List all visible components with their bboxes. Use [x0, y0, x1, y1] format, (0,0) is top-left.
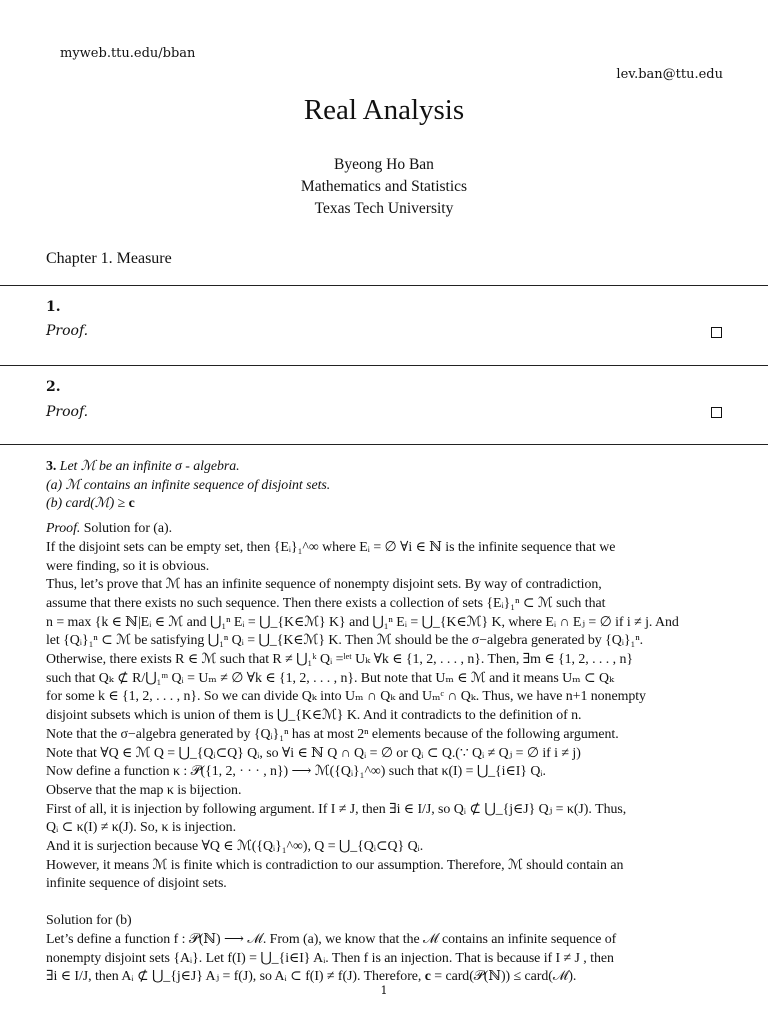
header-email[interactable]: lev.ban@ttu.edu [616, 67, 723, 82]
problem-3-statement-line-2: (a) ℳ contains an infinite sequence of disjoint sets. [46, 477, 331, 493]
problem-3-proof-label: Proof. [46, 521, 81, 537]
author-name: Byeong Ho Ban [334, 156, 434, 173]
proof-line: Now define a function κ : 𝒫({1, 2, · · · , n}) ⟶ ℳ({Qᵢ}₁^∞) such that κ(I) = ⋃_{i∈I} Qᵢ. [46, 764, 546, 780]
proof-line: such that Qₖ ⊄ R/⋃₁ᵐ Qᵢ = Uₘ ≠ ∅ ∀k ∈ {1, 2, . . . , n}. But note that Uₘ ∈ ℳ and it means Uₘ ⊂ Qₖ [46, 670, 615, 686]
proof-line: for some k ∈ {1, 2, . . . , n}. So we can divide Qₖ into Uₘ ∩ Qₖ and Uₘᶜ ∩ Qₖ. Thus, we have n+1 nonempty [46, 689, 646, 705]
proof-line: disjoint subsets which is union of them is ⋃_{K∈ℳ} K. And it contradicts to the definition of n. [46, 708, 582, 724]
proof-intro-line: Proof. Solution for (a). [46, 521, 173, 537]
problem-2-number: 2. [46, 379, 61, 395]
header-url[interactable]: myweb.ttu.edu/bban [60, 46, 196, 61]
chapter-heading: Chapter 1. Measure [46, 250, 172, 267]
proof-line: assume that there exists no such sequence. Then there exists a collection of sets {Eᵢ}₁ⁿ ⊂ ℳ such that [46, 595, 606, 611]
qed-icon [711, 407, 722, 418]
problem-3-statement-line-3: (b) card(ℳ) ≥ c [46, 496, 135, 512]
proof-line: let {Qᵢ}₁ⁿ ⊂ ℳ be satisfying ⋃₁ⁿ Qᵢ = ⋃_{K∈ℳ} K. Then ℳ should be the σ−algebra generated by {Qᵢ}₁ⁿ. [46, 633, 644, 649]
proof-line: First of all, it is injection by following argument. If I ≠ J, then ∃i ∈ I/J, so Qᵢ ⊄ ⋃_{j∈J} Qⱼ = κ(J). Thus, [46, 801, 627, 817]
proof-line: Observe that the map κ is bijection. [46, 782, 242, 798]
proof-line: However, it means ℳ is finite which is contradiction to our assumption. Therefore, ℳ should contain an [46, 857, 624, 873]
divider [0, 444, 768, 445]
paragraph-gap [46, 894, 722, 912]
problem-3-number: 3. [46, 459, 57, 474]
proof-line: n = max {k ∈ ℕ|Eᵢ ∈ ℳ and ⋃₁ⁿ Eᵢ = ⋃_{K∈ℳ} K} and ⋃₁ⁿ Eᵢ = ⋃_{K∈ℳ} K, where Eᵢ ∩ Eⱼ = ∅ if i ≠ j. And [46, 614, 679, 630]
problem-2-proof-label: Proof. [46, 404, 89, 420]
proof-line: infinite sequence of disjoint sets. [46, 876, 227, 892]
proof-line: were finding, so it is obvious. [46, 558, 210, 574]
proof-line: And it is surjection because ∀Q ∈ ℳ({Qᵢ}₁^∞), Q = ⋃_{Qᵢ⊂Q} Qᵢ. [46, 839, 424, 855]
proof-line: If the disjoint sets can be empty set, then {Eᵢ}₁^∞ where Eᵢ = ∅ ∀i ∈ ℕ is the infinite sequence that we [46, 539, 616, 555]
problem-1-proof-label: Proof. [46, 323, 89, 339]
proof-line: nonempty disjoint sets {Aᵢ}. Let f(I) = ⋃_{i∈I} Aᵢ. Then f is an injection. That is because if I ≠ J , then [46, 950, 614, 966]
author-department: Mathematics and Statistics [300, 178, 468, 195]
page-number: 1 [380, 984, 388, 997]
proof-line: Note that the σ−algebra generated by {Qᵢ}₁ⁿ has at most 2ⁿ elements because of the following argument. [46, 726, 619, 742]
problem-3-statement-line-1: 3. Let ℳ be an infinite σ - algebra. [46, 459, 240, 474]
proof-line: Let’s define a function f : 𝒫(ℕ) ⟶ ℳ. From (a), we know that the ℳ contains an infinite sequence of [46, 931, 617, 947]
document-title: Real Analysis [303, 94, 465, 126]
author-university: Texas Tech University [314, 200, 454, 217]
proof-line: Qᵢ ⊂ κ(I) ≠ κ(J). So, κ is injection. [46, 820, 236, 836]
solution-b-heading: Solution for (b) [46, 913, 132, 929]
divider [0, 285, 768, 286]
proof-line: Note that ∀Q ∈ ℳ Q = ⋃_{Qᵢ⊂Q} Qᵢ, so ∀i ∈ ℕ Q ∩ Qᵢ = ∅ or Qᵢ ⊂ Q.(∵ Qᵢ ≠ Qⱼ = ∅ if i ≠ j) [46, 745, 581, 761]
problem-1-number: 1. [46, 299, 61, 315]
problem-3-body [46, 458, 722, 987]
proof-final-line: ∃i ∈ I/J, then Aᵢ ⊄ ⋃_{j∈J} Aⱼ = f(J), so Aᵢ ⊂ f(I) ≠ f(J). Therefore, c = card(𝒫(ℕ)) ≤ card(ℳ). [46, 969, 577, 985]
divider [0, 365, 768, 366]
qed-icon [711, 327, 722, 338]
proof-line: Otherwise, there exists R ∈ ℳ such that R ≠ ⋃₁ᵏ Qᵢ =ˡᵉᵗ Uₖ ∀k ∈ {1, 2, . . . , n}. Then, ∃m ∈ {1, 2, . . . , n} [46, 652, 633, 668]
proof-line: Thus, let’s prove that ℳ has an infinite sequence of nonempty disjoint sets. By way of contradiction, [46, 577, 602, 593]
